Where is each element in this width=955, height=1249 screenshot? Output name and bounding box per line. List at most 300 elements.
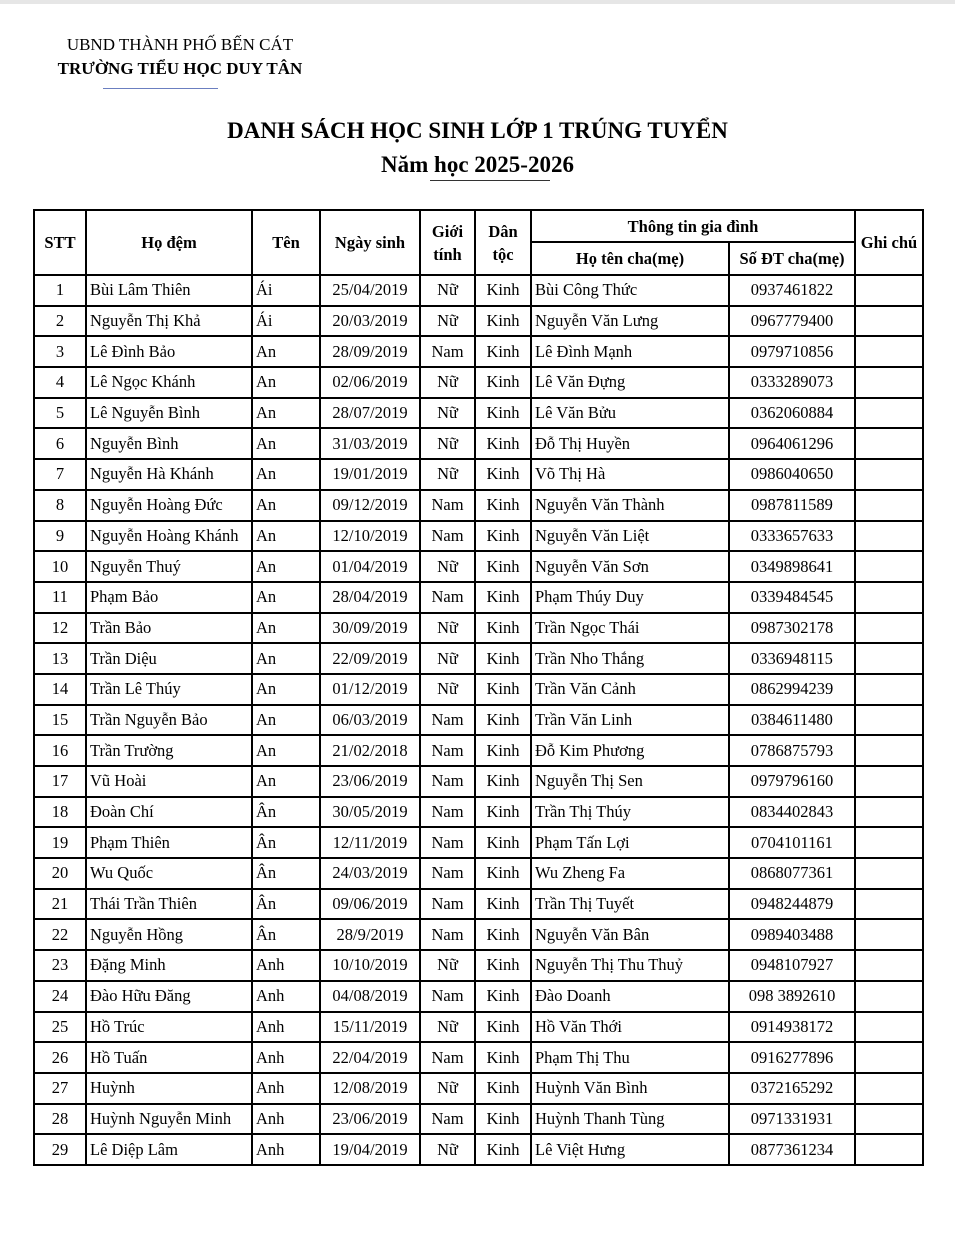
cell-ten: Ân bbox=[252, 858, 320, 889]
cell-dan-toc: Kinh bbox=[475, 490, 531, 521]
cell-ngay-sinh: 12/08/2019 bbox=[320, 1073, 420, 1104]
cell-ngay-sinh: 24/03/2019 bbox=[320, 858, 420, 889]
cell-ho-dem: Bùi Lâm Thiên bbox=[86, 275, 252, 306]
cell-ghi-chu bbox=[855, 398, 923, 429]
cell-dan-toc: Kinh bbox=[475, 1073, 531, 1104]
cell-dan-toc: Kinh bbox=[475, 766, 531, 797]
student-list-table bbox=[33, 209, 924, 1166]
cell-gioi-tinh: Nữ bbox=[420, 551, 475, 582]
cell-parent-phone: 0372165292 bbox=[729, 1073, 855, 1104]
cell-gioi-tinh: Nam bbox=[420, 490, 475, 521]
cell-parent-name: Trần Thị Thúy bbox=[531, 797, 729, 828]
cell-parent-name: Nguyễn Văn Sơn bbox=[531, 551, 729, 582]
cell-ghi-chu bbox=[855, 582, 923, 613]
cell-gioi-tinh: Nam bbox=[420, 766, 475, 797]
cell-gioi-tinh: Nữ bbox=[420, 459, 475, 490]
cell-ten: An bbox=[252, 490, 320, 521]
cell-ho-dem: Nguyễn Hồng bbox=[86, 919, 252, 950]
cell-ghi-chu bbox=[855, 428, 923, 459]
cell-ho-dem: Huỳnh bbox=[86, 1073, 252, 1104]
header-ho-dem: Họ đệm bbox=[86, 210, 252, 275]
cell-ghi-chu bbox=[855, 1134, 923, 1165]
cell-ghi-chu bbox=[855, 459, 923, 490]
cell-gioi-tinh: Nam bbox=[420, 1042, 475, 1073]
cell-ghi-chu bbox=[855, 1012, 923, 1043]
cell-ghi-chu bbox=[855, 551, 923, 582]
cell-ghi-chu bbox=[855, 827, 923, 858]
cell-parent-phone: 0362060884 bbox=[729, 398, 855, 429]
cell-stt: 26 bbox=[34, 1042, 86, 1073]
cell-ho-dem: Huỳnh Nguyễn Minh bbox=[86, 1104, 252, 1135]
table-row bbox=[34, 490, 923, 521]
cell-ngay-sinh: 22/09/2019 bbox=[320, 643, 420, 674]
cell-ten: Ân bbox=[252, 797, 320, 828]
cell-ho-dem: Trần Bảo bbox=[86, 613, 252, 644]
cell-parent-phone: 0336948115 bbox=[729, 643, 855, 674]
cell-dan-toc: Kinh bbox=[475, 1042, 531, 1073]
table-row bbox=[34, 1104, 923, 1135]
cell-stt: 13 bbox=[34, 643, 86, 674]
cell-dan-toc: Kinh bbox=[475, 306, 531, 337]
cell-ghi-chu bbox=[855, 950, 923, 981]
cell-stt: 22 bbox=[34, 919, 86, 950]
cell-stt: 8 bbox=[34, 490, 86, 521]
table-row bbox=[34, 459, 923, 490]
cell-ten: An bbox=[252, 643, 320, 674]
cell-gioi-tinh: Nam bbox=[420, 336, 475, 367]
cell-ho-dem: Nguyễn Hoàng Đức bbox=[86, 490, 252, 521]
cell-parent-name: Huỳnh Thanh Tùng bbox=[531, 1104, 729, 1135]
cell-stt: 16 bbox=[34, 735, 86, 766]
header-ten: Tên bbox=[252, 210, 320, 275]
cell-gioi-tinh: Nam bbox=[420, 919, 475, 950]
table-row bbox=[34, 705, 923, 736]
cell-ten: Anh bbox=[252, 1042, 320, 1073]
cell-ghi-chu bbox=[855, 1104, 923, 1135]
cell-ho-dem: Lê Đình Bảo bbox=[86, 336, 252, 367]
cell-stt: 21 bbox=[34, 889, 86, 920]
cell-dan-toc: Kinh bbox=[475, 459, 531, 490]
cell-ghi-chu bbox=[855, 275, 923, 306]
header-dan-toc: Dân tộc bbox=[475, 210, 531, 275]
cell-ngay-sinh: 31/03/2019 bbox=[320, 428, 420, 459]
table-row bbox=[34, 858, 923, 889]
table-row bbox=[34, 521, 923, 552]
cell-dan-toc: Kinh bbox=[475, 582, 531, 613]
cell-parent-name: Lê Đình Mạnh bbox=[531, 336, 729, 367]
top-border bbox=[0, 0, 955, 4]
cell-ho-dem: Nguyễn Thị Khả bbox=[86, 306, 252, 337]
cell-dan-toc: Kinh bbox=[475, 1134, 531, 1165]
cell-parent-name: Wu Zheng Fa bbox=[531, 858, 729, 889]
table-row bbox=[34, 950, 923, 981]
cell-ho-dem: Đoàn Chí bbox=[86, 797, 252, 828]
cell-dan-toc: Kinh bbox=[475, 950, 531, 981]
cell-ghi-chu bbox=[855, 613, 923, 644]
cell-parent-name: Trần Văn Linh bbox=[531, 705, 729, 736]
cell-stt: 19 bbox=[34, 827, 86, 858]
table-row bbox=[34, 766, 923, 797]
table-body bbox=[34, 275, 923, 1165]
cell-dan-toc: Kinh bbox=[475, 336, 531, 367]
cell-gioi-tinh: Nam bbox=[420, 705, 475, 736]
cell-ho-dem: Thái Trần Thiên bbox=[86, 889, 252, 920]
cell-ho-dem: Trần Nguyễn Bảo bbox=[86, 705, 252, 736]
cell-ten: An bbox=[252, 613, 320, 644]
cell-ngay-sinh: 19/04/2019 bbox=[320, 1134, 420, 1165]
cell-dan-toc: Kinh bbox=[475, 521, 531, 552]
cell-dan-toc: Kinh bbox=[475, 613, 531, 644]
cell-ho-dem: Vũ Hoài bbox=[86, 766, 252, 797]
header-ngay-sinh: Ngày sinh bbox=[320, 210, 420, 275]
cell-parent-phone: 0834402843 bbox=[729, 797, 855, 828]
table-row bbox=[34, 919, 923, 950]
cell-parent-phone: 0987302178 bbox=[729, 613, 855, 644]
cell-dan-toc: Kinh bbox=[475, 797, 531, 828]
cell-ten: Anh bbox=[252, 1134, 320, 1165]
cell-stt: 5 bbox=[34, 398, 86, 429]
table-row bbox=[34, 735, 923, 766]
cell-gioi-tinh: Nam bbox=[420, 797, 475, 828]
cell-ngay-sinh: 19/01/2019 bbox=[320, 459, 420, 490]
subtitle-underline bbox=[430, 180, 550, 181]
cell-dan-toc: Kinh bbox=[475, 1104, 531, 1135]
table-row bbox=[34, 643, 923, 674]
cell-parent-phone: 0986040650 bbox=[729, 459, 855, 490]
cell-parent-name: Đỗ Kim Phương bbox=[531, 735, 729, 766]
cell-ghi-chu bbox=[855, 705, 923, 736]
cell-parent-phone: 0964061296 bbox=[729, 428, 855, 459]
cell-ngay-sinh: 02/06/2019 bbox=[320, 367, 420, 398]
cell-ho-dem: Đào Hữu Đăng bbox=[86, 981, 252, 1012]
organization-header bbox=[30, 34, 330, 82]
cell-stt: 4 bbox=[34, 367, 86, 398]
cell-ghi-chu bbox=[855, 1073, 923, 1104]
cell-ten: Anh bbox=[252, 1073, 320, 1104]
cell-gioi-tinh: Nam bbox=[420, 582, 475, 613]
cell-dan-toc: Kinh bbox=[475, 1012, 531, 1043]
org-parent-name: UBND THÀNH PHỐ BẾN CÁT bbox=[66, 35, 294, 54]
cell-parent-name: Nguyễn Văn Lưng bbox=[531, 306, 729, 337]
cell-parent-phone: 0967779400 bbox=[729, 306, 855, 337]
cell-ten: Ân bbox=[252, 827, 320, 858]
table-row bbox=[34, 275, 923, 306]
cell-ho-dem: Trần Trường bbox=[86, 735, 252, 766]
cell-parent-name: Trần Văn Cảnh bbox=[531, 674, 729, 705]
cell-gioi-tinh: Nữ bbox=[420, 1073, 475, 1104]
cell-gioi-tinh: Nữ bbox=[420, 306, 475, 337]
cell-gioi-tinh: Nữ bbox=[420, 275, 475, 306]
cell-gioi-tinh: Nữ bbox=[420, 1012, 475, 1043]
cell-stt: 1 bbox=[34, 275, 86, 306]
cell-parent-name: Võ Thị Hà bbox=[531, 459, 729, 490]
cell-ngay-sinh: 15/11/2019 bbox=[320, 1012, 420, 1043]
cell-ngay-sinh: 25/04/2019 bbox=[320, 275, 420, 306]
cell-dan-toc: Kinh bbox=[475, 735, 531, 766]
cell-ngay-sinh: 01/12/2019 bbox=[320, 674, 420, 705]
cell-gioi-tinh: Nam bbox=[420, 827, 475, 858]
cell-ho-dem: Nguyễn Thuý bbox=[86, 551, 252, 582]
cell-ngay-sinh: 23/06/2019 bbox=[320, 766, 420, 797]
cell-ten: Ái bbox=[252, 306, 320, 337]
cell-ngay-sinh: 28/04/2019 bbox=[320, 582, 420, 613]
cell-ngay-sinh: 12/11/2019 bbox=[320, 827, 420, 858]
cell-ho-dem: Đặng Minh bbox=[86, 950, 252, 981]
cell-stt: 7 bbox=[34, 459, 86, 490]
cell-stt: 6 bbox=[34, 428, 86, 459]
table-row bbox=[34, 306, 923, 337]
table-row bbox=[34, 398, 923, 429]
cell-ghi-chu bbox=[855, 367, 923, 398]
table-row bbox=[34, 582, 923, 613]
header-gioi-tinh: Giới tính bbox=[420, 210, 475, 275]
cell-ngay-sinh: 30/05/2019 bbox=[320, 797, 420, 828]
cell-parent-name: Lê Văn Đựng bbox=[531, 367, 729, 398]
cell-ho-dem: Nguyễn Hà Khánh bbox=[86, 459, 252, 490]
cell-parent-name: Bùi Công Thức bbox=[531, 275, 729, 306]
cell-ho-dem: Trần Diệu bbox=[86, 643, 252, 674]
cell-parent-phone: 0349898641 bbox=[729, 551, 855, 582]
cell-gioi-tinh: Nữ bbox=[420, 398, 475, 429]
cell-dan-toc: Kinh bbox=[475, 643, 531, 674]
cell-parent-name: Phạm Thúy Duy bbox=[531, 582, 729, 613]
cell-parent-phone: 0704101161 bbox=[729, 827, 855, 858]
cell-ten: Ân bbox=[252, 919, 320, 950]
cell-parent-phone: 098 3892610 bbox=[729, 981, 855, 1012]
cell-ten: An bbox=[252, 521, 320, 552]
cell-parent-phone: 0868077361 bbox=[729, 858, 855, 889]
cell-stt: 2 bbox=[34, 306, 86, 337]
cell-parent-phone: 0339484545 bbox=[729, 582, 855, 613]
cell-dan-toc: Kinh bbox=[475, 858, 531, 889]
cell-parent-name: Trần Thị Tuyết bbox=[531, 889, 729, 920]
cell-ngay-sinh: 10/10/2019 bbox=[320, 950, 420, 981]
cell-parent-name: Trần Ngọc Thái bbox=[531, 613, 729, 644]
cell-ten: Anh bbox=[252, 981, 320, 1012]
cell-parent-phone: 0979796160 bbox=[729, 766, 855, 797]
table-row bbox=[34, 827, 923, 858]
cell-gioi-tinh: Nam bbox=[420, 889, 475, 920]
cell-parent-phone: 0979710856 bbox=[729, 336, 855, 367]
cell-ho-dem: Phạm Bảo bbox=[86, 582, 252, 613]
cell-ten: An bbox=[252, 428, 320, 459]
cell-dan-toc: Kinh bbox=[475, 551, 531, 582]
cell-ho-dem: Hồ Trúc bbox=[86, 1012, 252, 1043]
cell-dan-toc: Kinh bbox=[475, 398, 531, 429]
cell-ngay-sinh: 09/12/2019 bbox=[320, 490, 420, 521]
cell-ho-dem: Hồ Tuấn bbox=[86, 1042, 252, 1073]
cell-ho-dem: Wu Quốc bbox=[86, 858, 252, 889]
cell-gioi-tinh: Nữ bbox=[420, 643, 475, 674]
cell-parent-phone: 0916277896 bbox=[729, 1042, 855, 1073]
cell-gioi-tinh: Nữ bbox=[420, 367, 475, 398]
cell-ghi-chu bbox=[855, 521, 923, 552]
cell-ten: An bbox=[252, 459, 320, 490]
cell-ho-dem: Lê Diệp Lâm bbox=[86, 1134, 252, 1165]
cell-stt: 18 bbox=[34, 797, 86, 828]
cell-dan-toc: Kinh bbox=[475, 275, 531, 306]
cell-ho-dem: Lê Nguyễn Bình bbox=[86, 398, 252, 429]
cell-ngay-sinh: 28/09/2019 bbox=[320, 336, 420, 367]
cell-parent-phone: 0877361234 bbox=[729, 1134, 855, 1165]
cell-stt: 14 bbox=[34, 674, 86, 705]
cell-ghi-chu bbox=[855, 1042, 923, 1073]
cell-ho-dem: Nguyễn Bình bbox=[86, 428, 252, 459]
cell-parent-phone: 0937461822 bbox=[729, 275, 855, 306]
cell-parent-name: Phạm Thị Thu bbox=[531, 1042, 729, 1073]
header-parent-phone: Số ĐT cha(mẹ) bbox=[729, 242, 855, 275]
cell-stt: 3 bbox=[34, 336, 86, 367]
cell-gioi-tinh: Nam bbox=[420, 858, 475, 889]
cell-ho-dem: Lê Ngọc Khánh bbox=[86, 367, 252, 398]
cell-parent-name: Hồ Văn Thới bbox=[531, 1012, 729, 1043]
cell-parent-phone: 0987811589 bbox=[729, 490, 855, 521]
cell-parent-name: Nguyễn Thị Sen bbox=[531, 766, 729, 797]
table-row bbox=[34, 674, 923, 705]
cell-parent-phone: 0333289073 bbox=[729, 367, 855, 398]
cell-gioi-tinh: Nữ bbox=[420, 428, 475, 459]
cell-ten: Anh bbox=[252, 1104, 320, 1135]
cell-parent-name: Nguyễn Văn Bân bbox=[531, 919, 729, 950]
cell-stt: 29 bbox=[34, 1134, 86, 1165]
cell-ten: Anh bbox=[252, 950, 320, 981]
table-row bbox=[34, 613, 923, 644]
cell-parent-phone: 0948244879 bbox=[729, 889, 855, 920]
cell-parent-phone: 0786875793 bbox=[729, 735, 855, 766]
cell-parent-phone: 0914938172 bbox=[729, 1012, 855, 1043]
cell-ngay-sinh: 20/03/2019 bbox=[320, 306, 420, 337]
cell-ten: An bbox=[252, 674, 320, 705]
cell-stt: 15 bbox=[34, 705, 86, 736]
cell-ten: Ân bbox=[252, 889, 320, 920]
cell-ngay-sinh: 28/9/2019 bbox=[320, 919, 420, 950]
cell-gioi-tinh: Nữ bbox=[420, 1134, 475, 1165]
cell-parent-phone: 0333657633 bbox=[729, 521, 855, 552]
cell-gioi-tinh: Nam bbox=[420, 981, 475, 1012]
cell-stt: 11 bbox=[34, 582, 86, 613]
cell-stt: 10 bbox=[34, 551, 86, 582]
cell-ghi-chu bbox=[855, 735, 923, 766]
cell-ngay-sinh: 04/08/2019 bbox=[320, 981, 420, 1012]
table-row bbox=[34, 1042, 923, 1073]
cell-parent-name: Đỗ Thị Huyền bbox=[531, 428, 729, 459]
cell-ghi-chu bbox=[855, 643, 923, 674]
org-underline bbox=[103, 88, 218, 89]
cell-ten: An bbox=[252, 582, 320, 613]
cell-gioi-tinh: Nam bbox=[420, 735, 475, 766]
school-name: TRƯỜNG TIỂU HỌC DUY TÂN bbox=[57, 59, 303, 78]
table-row bbox=[34, 336, 923, 367]
cell-ten: An bbox=[252, 735, 320, 766]
cell-gioi-tinh: Nữ bbox=[420, 613, 475, 644]
cell-parent-phone: 0862994239 bbox=[729, 674, 855, 705]
cell-parent-phone: 0384611480 bbox=[729, 705, 855, 736]
cell-dan-toc: Kinh bbox=[475, 889, 531, 920]
header-parent-name: Họ tên cha(mẹ) bbox=[531, 242, 729, 275]
table-row bbox=[34, 981, 923, 1012]
cell-ten: Anh bbox=[252, 1012, 320, 1043]
cell-ngay-sinh: 01/04/2019 bbox=[320, 551, 420, 582]
cell-ten: An bbox=[252, 336, 320, 367]
cell-dan-toc: Kinh bbox=[475, 827, 531, 858]
cell-stt: 28 bbox=[34, 1104, 86, 1135]
cell-parent-phone: 0971331931 bbox=[729, 1104, 855, 1135]
table-row bbox=[34, 1134, 923, 1165]
header-family-info: Thông tin gia đình bbox=[531, 210, 855, 242]
cell-parent-name: Nguyễn Thị Thu Thuỷ bbox=[531, 950, 729, 981]
cell-parent-name: Phạm Tấn Lợi bbox=[531, 827, 729, 858]
cell-ghi-chu bbox=[855, 490, 923, 521]
cell-ngay-sinh: 21/02/2018 bbox=[320, 735, 420, 766]
table-row bbox=[34, 367, 923, 398]
cell-ho-dem: Trần Lê Thúy bbox=[86, 674, 252, 705]
cell-ghi-chu bbox=[855, 766, 923, 797]
table-row bbox=[34, 797, 923, 828]
cell-ngay-sinh: 23/06/2019 bbox=[320, 1104, 420, 1135]
cell-dan-toc: Kinh bbox=[475, 428, 531, 459]
cell-ngay-sinh: 12/10/2019 bbox=[320, 521, 420, 552]
cell-dan-toc: Kinh bbox=[475, 919, 531, 950]
cell-parent-name: Đào Doanh bbox=[531, 981, 729, 1012]
table-row bbox=[34, 889, 923, 920]
cell-stt: 17 bbox=[34, 766, 86, 797]
cell-ghi-chu bbox=[855, 919, 923, 950]
cell-ngay-sinh: 06/03/2019 bbox=[320, 705, 420, 736]
cell-ten: An bbox=[252, 551, 320, 582]
cell-ho-dem: Phạm Thiên bbox=[86, 827, 252, 858]
cell-gioi-tinh: Nam bbox=[420, 1104, 475, 1135]
cell-stt: 25 bbox=[34, 1012, 86, 1043]
cell-parent-name: Nguyễn Văn Thành bbox=[531, 490, 729, 521]
cell-ngay-sinh: 22/04/2019 bbox=[320, 1042, 420, 1073]
cell-ngay-sinh: 09/06/2019 bbox=[320, 889, 420, 920]
cell-stt: 24 bbox=[34, 981, 86, 1012]
cell-ghi-chu bbox=[855, 797, 923, 828]
cell-parent-phone: 0989403488 bbox=[729, 919, 855, 950]
header-ghi-chu: Ghi chú bbox=[855, 210, 923, 275]
cell-ten: An bbox=[252, 398, 320, 429]
cell-parent-phone: 0948107927 bbox=[729, 950, 855, 981]
cell-ten: An bbox=[252, 766, 320, 797]
cell-ghi-chu bbox=[855, 336, 923, 367]
cell-gioi-tinh: Nam bbox=[420, 521, 475, 552]
cell-ten: Ái bbox=[252, 275, 320, 306]
cell-ghi-chu bbox=[855, 889, 923, 920]
header-stt: STT bbox=[34, 210, 86, 275]
cell-ho-dem: Nguyễn Hoàng Khánh bbox=[86, 521, 252, 552]
cell-parent-name: Nguyễn Văn Liệt bbox=[531, 521, 729, 552]
school-year: Năm học 2025-2026 bbox=[381, 152, 574, 177]
cell-parent-name: Lê Văn Bửu bbox=[531, 398, 729, 429]
cell-parent-name: Huỳnh Văn Bình bbox=[531, 1073, 729, 1104]
cell-parent-name: Trần Nho Thắng bbox=[531, 643, 729, 674]
table-row bbox=[34, 551, 923, 582]
cell-dan-toc: Kinh bbox=[475, 981, 531, 1012]
cell-stt: 23 bbox=[34, 950, 86, 981]
cell-ghi-chu bbox=[855, 674, 923, 705]
table-row bbox=[34, 428, 923, 459]
cell-ngay-sinh: 30/09/2019 bbox=[320, 613, 420, 644]
cell-ngay-sinh: 28/07/2019 bbox=[320, 398, 420, 429]
cell-dan-toc: Kinh bbox=[475, 674, 531, 705]
cell-dan-toc: Kinh bbox=[475, 367, 531, 398]
cell-ten: An bbox=[252, 705, 320, 736]
table-row bbox=[34, 1073, 923, 1104]
cell-ghi-chu bbox=[855, 981, 923, 1012]
cell-stt: 12 bbox=[34, 613, 86, 644]
cell-parent-name: Lê Việt Hưng bbox=[531, 1134, 729, 1165]
cell-gioi-tinh: Nữ bbox=[420, 950, 475, 981]
